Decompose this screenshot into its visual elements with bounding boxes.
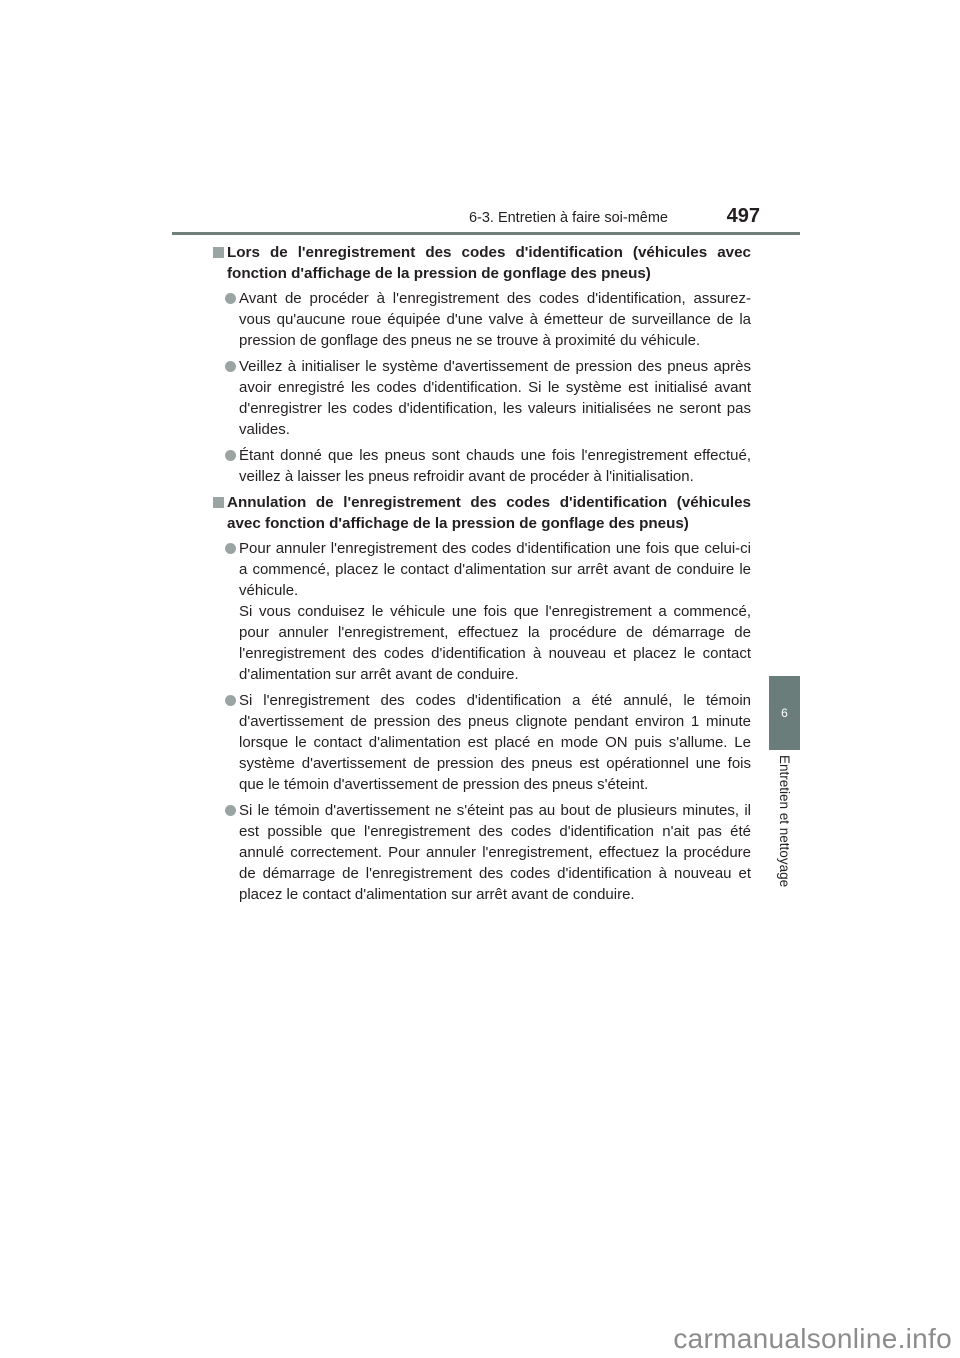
section-title: 6-3. Entretien à faire soi-même: [468, 210, 668, 226]
item-text: Avant de procéder à l'enregistrement des codes d'identification, assurez-vous qu'aucune roue équipée d'une valve à émetteur de surveillance de la pression de gonflage des pneus ne se trouve à proximité du véhicule.: [239, 290, 751, 349]
section-cancellation: [213, 492, 751, 905]
chapter-label: [772, 755, 796, 887]
heading-text: Lors de l'enregistrement des codes d'identification (véhicules avec fonction d'affichage de la pression de gonflage des pneus): [227, 244, 751, 282]
item-text: Si l'enregistrement des codes d'identification a été annulé, le témoin d'avertissement de pression des pneus clignote pendant environ 1 minute lorsque le contact d'alimentation est placé en mode ON puis s'allume. Le système d'avertissement de pression des pneus est opérationnel une fois que le témoin d'avertissement de pression des pneus s'éteint.: [239, 692, 751, 793]
chapter-title: Entretien et nettoyage: [777, 755, 792, 888]
item-text: Veillez à initialiser le système d'avertissement de pression des pneus après avoir enregistré les codes d'identification. Si le système est initialisé avant d'enregistrer les codes d'identification, les valeurs initialisées ne seront pas valides.: [239, 358, 751, 438]
list-item: [213, 538, 751, 685]
list-item: [213, 288, 751, 351]
chapter-tab: 6: [769, 676, 800, 750]
page-header: [172, 205, 800, 235]
heading-text: Annulation de l'enregistrement des codes d'identification (véhicules avec fonction d'affichage de la pression de gonflage des pneus): [227, 494, 751, 532]
circle-bullet-icon: [225, 695, 236, 706]
list-item: [213, 356, 751, 440]
circle-bullet-icon: [225, 805, 236, 816]
list-item: [213, 800, 751, 905]
list-item: [213, 445, 751, 487]
header-divider: [172, 232, 800, 235]
item-text: Si vous conduisez le véhicule une fois que l'enregistrement a commencé, pour annuler l'enregistrement, effectuez la procédure de démarrage de l'enregistrement des codes d'identification à nouveau et placez le contact d'alimentation sur arrêt avant de conduire.: [239, 603, 751, 683]
square-bullet-icon: [213, 497, 224, 508]
item-text: Pour annuler l'enregistrement des codes d'identification une fois que celui-ci a commencé, placez le contact d'alimentation sur arrêt avant de conduire le véhicule.: [239, 540, 751, 599]
circle-bullet-icon: [225, 543, 236, 554]
page-content: [213, 242, 751, 910]
circle-bullet-icon: [225, 293, 236, 304]
circle-bullet-icon: [225, 361, 236, 372]
item-text: Si le témoin d'avertissement ne s'éteint pas au bout de plusieurs minutes, il est possible que l'enregistrement des codes d'identification n'ait pas été annulé correctement. Pour annuler l'enregistrement, effectuez la procédure de démarrage de l'enregistrement des codes d'identification à nouveau et placez le contact d'alimentation sur arrêt avant de conduire.: [239, 802, 751, 903]
section-heading: [213, 242, 751, 284]
page-number: 497: [726, 205, 760, 227]
section-heading: [213, 492, 751, 534]
section-registration: [213, 242, 751, 487]
list-item: [213, 690, 751, 795]
square-bullet-icon: [213, 247, 224, 258]
circle-bullet-icon: [225, 450, 236, 461]
item-text: Étant donné que les pneus sont chauds une fois l'enregistrement effectué, veillez à laisser les pneus refroidir avant de procéder à l'initialisation.: [239, 447, 751, 485]
watermark: carmanualsonline.info: [673, 1323, 952, 1354]
